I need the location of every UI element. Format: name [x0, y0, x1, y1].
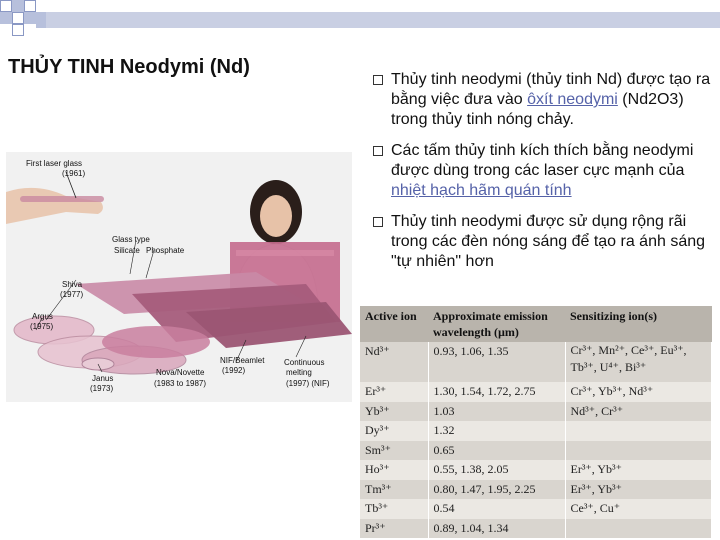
cell-active-ion: Pr³⁺: [360, 519, 428, 539]
decor-square: [24, 0, 36, 12]
cell-wavelength: 0.65: [428, 441, 565, 461]
cell-sensitizing-ions: Cr³⁺, Mn²⁺, Ce³⁺, Eu³⁺, Tb³⁺, U⁴⁺, Bi³⁺: [565, 342, 712, 382]
bullet-text: (Nd2O3) trong thủy tinh nóng chảy.: [391, 91, 684, 128]
label-glass-type: Glass type: [112, 235, 150, 244]
bullet-list: [373, 70, 713, 283]
link-inertial-confinement-fusion[interactable]: nhiệt hạch hãm quán tính: [391, 182, 572, 199]
header-sensitizing-ions: Sensitizing ion(s): [565, 306, 712, 342]
label-nova-year: (1983 to 1987): [154, 379, 207, 388]
cell-wavelength: 0.80, 1.47, 1.95, 2.25: [428, 480, 565, 500]
decor-square: [0, 12, 12, 24]
label-first-laser-year: (1961): [62, 169, 86, 178]
decor-square: [12, 12, 24, 24]
cell-wavelength: 1.30, 1.54, 1.72, 2.75: [428, 382, 565, 402]
bullet-item: [373, 212, 713, 272]
label-shiva-year: (1977): [60, 290, 84, 299]
bullet-text: Các tấm thủy tinh kích thích bằng neodymi được dùng trong các laser cực mạnh của: [391, 142, 694, 179]
cell-wavelength: 1.32: [428, 421, 565, 441]
cell-active-ion: Sm³⁺: [360, 441, 428, 461]
label-continuous-year: (1997) (NIF): [286, 379, 330, 388]
bullet-item: [373, 70, 713, 130]
table-row: [360, 421, 712, 441]
table-row: [360, 480, 712, 500]
cell-sensitizing-ions: Er³⁺, Yb³⁺: [565, 480, 712, 500]
cell-wavelength: 0.54: [428, 499, 565, 519]
label-nif-beamlet: NIF/Beamlet: [220, 356, 265, 365]
cell-sensitizing-ions: [565, 441, 712, 461]
table-row: [360, 499, 712, 519]
label-nova: Nova/Novette: [156, 368, 205, 377]
cell-wavelength: 0.55, 1.38, 2.05: [428, 460, 565, 480]
decor-square: [12, 24, 24, 36]
table-row: [360, 382, 712, 402]
ion-table: [360, 306, 712, 540]
header-emission-wavelength: Approximate emission wavelength (µm): [428, 306, 565, 342]
table-row: [360, 441, 712, 461]
cell-active-ion: Dy³⁺: [360, 421, 428, 441]
cell-wavelength: 0.93, 1.06, 1.35: [428, 342, 565, 382]
cell-active-ion: Ho³⁺: [360, 460, 428, 480]
cell-sensitizing-ions: Nd³⁺, Cr³⁺: [565, 402, 712, 422]
bullet-item: [373, 141, 713, 201]
decor-square: [0, 0, 12, 12]
ion-data-table: [360, 306, 712, 538]
table-row: [360, 342, 712, 382]
label-argus: Argus: [32, 312, 53, 321]
bullet-square-icon: [373, 75, 383, 85]
decor-square: [36, 12, 46, 28]
cell-sensitizing-ions: [565, 519, 712, 539]
label-shiva: Shiva: [62, 280, 83, 289]
link-neodymium-oxide[interactable]: ôxít neodymi: [527, 91, 618, 108]
table-row: [360, 402, 712, 422]
cell-sensitizing-ions: Cr³⁺, Yb³⁺, Nd³⁺: [565, 382, 712, 402]
bullet-text: Thủy tinh neodymi được sử dụng rộng rãi trong các đèn nóng sáng để tạo ra ánh sáng "tự nhiên" hơn: [391, 213, 706, 270]
cell-active-ion: Nd³⁺: [360, 342, 428, 382]
cell-sensitizing-ions: [565, 421, 712, 441]
label-continuous: Continuous: [284, 358, 325, 367]
label-janus: Janus: [92, 374, 114, 383]
decor-square: [24, 12, 36, 24]
label-silicate: Silicate: [114, 246, 140, 255]
cell-active-ion: Yb³⁺: [360, 402, 428, 422]
cell-active-ion: Tb³⁺: [360, 499, 428, 519]
bullet-square-icon: [373, 217, 383, 227]
cell-sensitizing-ions: Ce³⁺, Cu⁺: [565, 499, 712, 519]
label-melting: melting: [286, 368, 312, 377]
cell-active-ion: Er³⁺: [360, 382, 428, 402]
bullet-text: Thủy tinh neodymi (thủy tinh Nd) được tạo ra bằng việc đưa vào: [391, 71, 711, 108]
cell-wavelength: 1.03: [428, 402, 565, 422]
cell-wavelength: 0.89, 1.04, 1.34: [428, 519, 565, 539]
bullet-square-icon: [373, 146, 383, 156]
header-active-ion: Active ion: [360, 306, 428, 342]
label-argus-year: (1975): [30, 322, 54, 331]
cell-sensitizing-ions: Er³⁺, Yb³⁺: [565, 460, 712, 480]
cell-active-ion: Tm³⁺: [360, 480, 428, 500]
laser-glass-photo: [6, 152, 352, 402]
table-header-row: [360, 306, 712, 342]
label-phosphate: Phosphate: [146, 246, 185, 255]
table-row: [360, 460, 712, 480]
label-nif-beamlet-year: (1992): [222, 366, 246, 375]
slide-title: THỦY TINH Neodymi (Nd): [8, 56, 250, 78]
decor-square: [12, 0, 24, 12]
label-janus-year: (1973): [90, 384, 114, 393]
table-row: [360, 519, 712, 539]
header-bar: [46, 12, 720, 28]
label-first-laser-glass: First laser glass: [26, 159, 83, 168]
